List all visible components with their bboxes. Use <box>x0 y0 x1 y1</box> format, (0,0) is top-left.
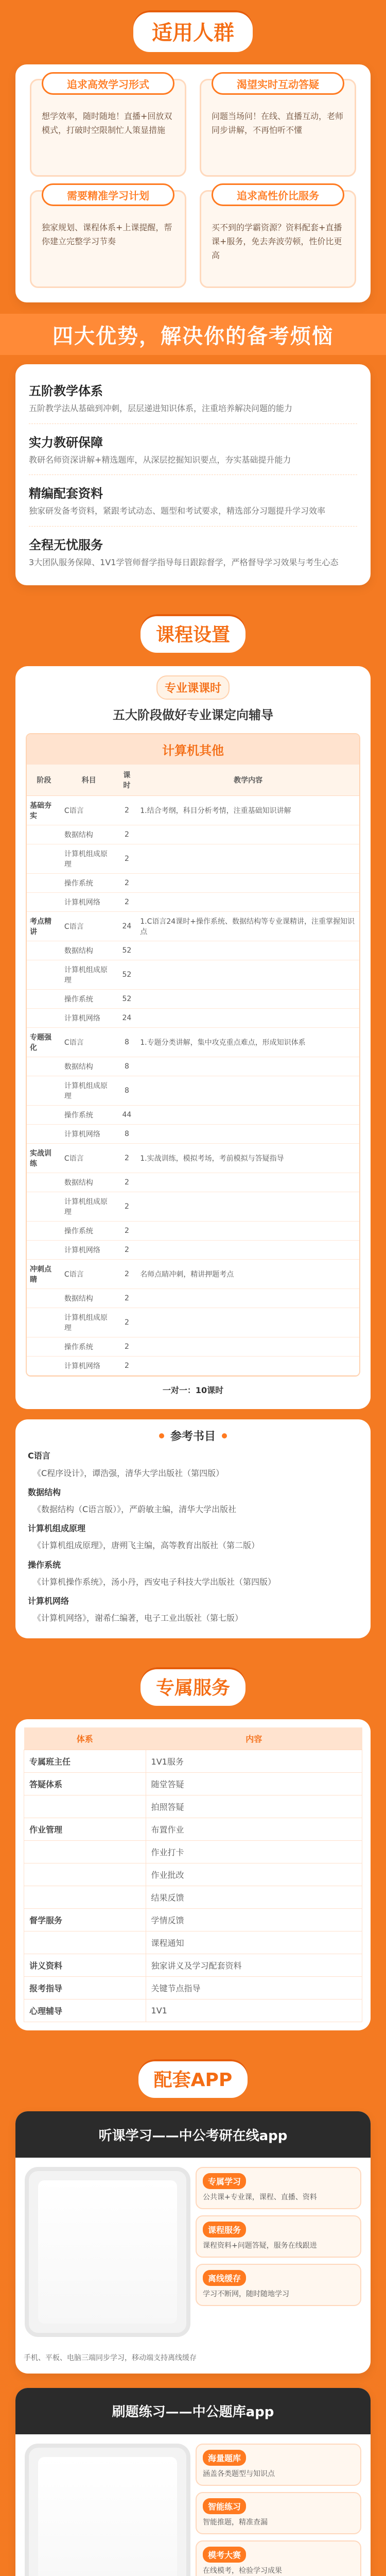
hours-cell: 2 <box>117 874 137 893</box>
service-right: 1V1 <box>146 1999 362 2022</box>
feature-1 <box>196 2215 361 2258</box>
hours-cell: 8 <box>117 1076 137 1106</box>
subject-cell: 计算机网络 <box>61 893 117 912</box>
content-cell <box>137 1241 359 1260</box>
subject-cell: C语言 <box>61 796 117 825</box>
advantage-title: 全程无忧服务 <box>29 537 103 552</box>
feature-text: 在线模考，检验学习成果 <box>203 2566 282 2575</box>
stage-cell <box>27 960 61 990</box>
content-cell <box>137 960 359 990</box>
content-cell <box>137 1289 359 1308</box>
advantage-text: 五阶教学法从基础到冲刺，层层递进知识体系，注重培养解决问题的能力 <box>29 403 293 413</box>
subject-cell: C语言 <box>61 912 117 941</box>
content-cell <box>137 825 359 844</box>
references-head <box>28 1428 358 1444</box>
hours-cell: 2 <box>117 1337 137 1357</box>
subject-cell: 计算机网络 <box>61 1241 117 1260</box>
course-row <box>27 874 359 893</box>
service-right: 作业批改 <box>146 1863 362 1886</box>
feature-text: 公共课+专业课，课程、直播、资料 <box>203 2193 317 2202</box>
advantage-item <box>29 475 357 527</box>
references-card <box>15 1419 371 1638</box>
course-setting-title: 课程设置 <box>141 614 245 653</box>
fit-desc: 独家规划、课程体系+上课提醒，帮你建立完整学习节奏 <box>42 223 172 247</box>
content-cell <box>137 941 359 960</box>
content-cell <box>137 1337 359 1357</box>
hours-cell: 24 <box>117 912 137 941</box>
subject-cell: 计算机组成原理 <box>61 960 117 990</box>
reference-group <box>28 1449 358 1480</box>
content-cell: 1.结合考纲，科目分析考情，注重基础知识讲解 <box>137 796 359 825</box>
stage-cell <box>27 1289 61 1308</box>
course-row <box>27 1222 359 1241</box>
subject-cell: C语言 <box>61 1260 117 1289</box>
reference-label: 计算机组成原理 <box>28 1523 86 1534</box>
service-row <box>24 1795 362 1818</box>
stage-cell: 基础夯实 <box>27 796 61 825</box>
apps-list <box>15 2111 371 2576</box>
course-row <box>27 990 359 1009</box>
svc-col-left: 体系 <box>24 1727 146 1750</box>
fit-desc: 问题当场问！在线、直播互动，老师同步讲解，不再怕听不懂 <box>212 111 344 135</box>
course-row <box>27 1357 359 1376</box>
service-left: 讲义资料 <box>24 1954 146 1977</box>
hours-cell: 2 <box>117 1144 137 1173</box>
subject-cell: 计算机组成原理 <box>61 844 117 874</box>
reference-item: 《计算机组成原理》，唐朔飞主编，高等教育出版社（第二版） <box>33 1540 260 1551</box>
service-row <box>24 1750 362 1773</box>
stage-cell: 专题强化 <box>27 1028 61 1057</box>
service-right: 布置作业 <box>146 1818 362 1841</box>
feature-2 <box>196 2264 361 2306</box>
service-left: 答疑体系 <box>24 1773 146 1795</box>
service-row <box>24 1909 362 1931</box>
stage-cell <box>27 990 61 1009</box>
service-row <box>24 1863 362 1886</box>
reference-item: 《计算机网络》，谢希仁编著，电子工业出版社（第七版） <box>33 1613 243 1623</box>
stage-cell <box>27 874 61 893</box>
app-body <box>15 2158 371 2346</box>
content-cell <box>137 990 359 1009</box>
advantage-title: 精编配套资料 <box>29 486 103 501</box>
advantage-text: 教研名师资深讲解+精选题库，从深层挖掘知识要点，夯实基础提升能力 <box>29 454 291 465</box>
feature-col <box>196 2167 361 2337</box>
stage-cell <box>27 941 61 960</box>
feature-2 <box>196 2540 361 2576</box>
stage-cell <box>27 1057 61 1076</box>
course-row <box>27 1308 359 1337</box>
service-left <box>24 1931 146 1954</box>
course-table <box>27 765 359 1376</box>
service-row <box>24 1886 362 1909</box>
course-row <box>27 960 359 990</box>
fit-item-1 <box>200 79 356 177</box>
app-body <box>15 2434 371 2576</box>
service-left: 督学服务 <box>24 1909 146 1931</box>
reference-group <box>28 1521 358 1552</box>
subject-cell: 数据结构 <box>61 1173 117 1192</box>
subject-cell: 操作系统 <box>61 990 117 1009</box>
stage-cell <box>27 1076 61 1106</box>
stage-cell <box>27 825 61 844</box>
content-cell: 1.实战训练，模拟考场，考前模拟与答疑指导 <box>137 1144 359 1173</box>
hours-cell: 8 <box>117 1028 137 1057</box>
course-row <box>27 796 359 825</box>
hours-cell: 2 <box>117 1357 137 1376</box>
col-subject: 科目 <box>61 765 117 796</box>
course-row <box>27 1289 359 1308</box>
course-row <box>27 1106 359 1125</box>
service-row <box>24 1931 362 1954</box>
course-setting-head <box>0 614 386 653</box>
fit-item-2 <box>30 190 186 288</box>
hours-cell: 2 <box>117 1260 137 1289</box>
course-card <box>15 666 371 1409</box>
content-cell <box>137 1173 359 1192</box>
service-left <box>24 1886 146 1909</box>
subject-cell: 数据结构 <box>61 825 117 844</box>
col-hours: 课时 <box>117 765 137 796</box>
stage-cell <box>27 1192 61 1222</box>
hours-cell: 8 <box>117 1057 137 1076</box>
service-right: 学情反馈 <box>146 1909 362 1931</box>
hours-cell: 8 <box>117 1125 137 1144</box>
course-row <box>27 1076 359 1106</box>
service-right: 随堂答疑 <box>146 1773 362 1795</box>
content-cell <box>137 1357 359 1376</box>
advantage-title: 五阶教学体系 <box>29 384 103 398</box>
content-cell <box>137 844 359 874</box>
feature-title: 课程服务 <box>203 2222 246 2238</box>
service-row <box>24 1977 362 1999</box>
phone-screen <box>38 2180 177 2324</box>
service-row <box>24 1999 362 2022</box>
advantages-banner: 四大优势，解决你的备考烦恼 <box>0 314 386 355</box>
course-row <box>27 825 359 844</box>
course-row <box>27 941 359 960</box>
feature-col <box>196 2444 361 2576</box>
col-stage: 阶段 <box>27 765 61 796</box>
subject-cell: 计算机网络 <box>61 1125 117 1144</box>
subject-cell: 计算机网络 <box>61 1009 117 1028</box>
fit-grid <box>15 64 371 302</box>
subject-cell: 计算机组成原理 <box>61 1308 117 1337</box>
feature-title: 智能练习 <box>203 2498 246 2514</box>
bullet-icon <box>222 1433 227 1438</box>
course-row <box>27 1009 359 1028</box>
course-tag: 专业课课时 <box>156 675 230 700</box>
stage-cell <box>27 1308 61 1337</box>
reference-group <box>28 1594 358 1625</box>
hours-cell: 24 <box>117 1009 137 1028</box>
hours-cell: 44 <box>117 1106 137 1125</box>
course-row <box>27 893 359 912</box>
reference-item: 《计算机操作系统》，汤小丹，西安电子科技大学出版社（第四版） <box>33 1577 276 1587</box>
service-right: 课程通知 <box>146 1931 362 1954</box>
service-left <box>24 1795 146 1818</box>
stage-cell <box>27 1337 61 1357</box>
content-cell <box>137 893 359 912</box>
services-table-body <box>24 1750 362 2022</box>
content-cell: 1.专题分类讲解，集中攻克重点难点，形成知识体系 <box>137 1028 359 1057</box>
advantage-item <box>29 372 357 424</box>
hours-cell: 2 <box>117 1289 137 1308</box>
hours-cell: 52 <box>117 990 137 1009</box>
feature-1 <box>196 2492 361 2534</box>
course-table-head <box>27 765 359 796</box>
stage-cell <box>27 893 61 912</box>
content-cell: 1.C语言24课时+操作系统、数据结构等专业课精讲，注重掌握知识点 <box>137 912 359 941</box>
service-row <box>24 1773 362 1795</box>
service-left: 报考指导 <box>24 1977 146 1999</box>
course-table-body <box>27 796 359 1376</box>
fit-desc: 想学效率，随时随地！直播+回放双模式，打破时空限制忙人策显措施 <box>42 111 172 135</box>
service-right: 作业打卡 <box>146 1841 362 1863</box>
stage-cell <box>27 1357 61 1376</box>
fit-item-0 <box>30 79 186 177</box>
hours-cell: 2 <box>117 796 137 825</box>
stage-cell <box>27 1222 61 1241</box>
page-title: 适用人群 <box>133 10 253 52</box>
feature-title: 离线缓存 <box>203 2270 246 2286</box>
fit-desc: 买不到的学霸资源？资料配套+直播课+服务，免去奔波劳顿，性价比更高 <box>212 223 342 261</box>
content-cell <box>137 1192 359 1222</box>
apps-head <box>0 2059 386 2098</box>
hours-cell: 2 <box>117 893 137 912</box>
services-header-row <box>24 1727 362 1750</box>
content-cell <box>137 1308 359 1337</box>
course-row <box>27 1192 359 1222</box>
advantage-text: 独家研发备考资料，紧跟考试动态、题型和考试要求，精选部分习题提升学习效率 <box>29 506 326 516</box>
app-phone-mock <box>25 2444 190 2576</box>
course-table-wrap <box>26 733 360 1377</box>
fit-card <box>15 64 371 302</box>
subject-cell: 数据结构 <box>61 1289 117 1308</box>
course-row <box>27 1125 359 1144</box>
course-row <box>27 1144 359 1173</box>
service-right: 关键节点指导 <box>146 1977 362 1999</box>
hours-cell: 2 <box>117 844 137 874</box>
reference-group <box>28 1485 358 1516</box>
feature-title: 模考大赛 <box>203 2547 246 2563</box>
fit-item-3 <box>200 190 356 288</box>
feature-title: 专属学习 <box>203 2173 246 2189</box>
app-footer: 手机、平板、电脑三端同步学习，移动端支持离线缓存 <box>24 2354 197 2363</box>
subject-cell: 计算机组成原理 <box>61 1192 117 1222</box>
course-table-header-row <box>27 765 359 796</box>
stage-cell <box>27 1125 61 1144</box>
subject-cell: 操作系统 <box>61 874 117 893</box>
service-right: 结果反馈 <box>146 1886 362 1909</box>
stage-cell: 实战训练 <box>27 1144 61 1173</box>
course-row <box>27 1173 359 1192</box>
subject-cell: 数据结构 <box>61 1057 117 1076</box>
feature-text: 涵盖各类题型与知识点 <box>203 2469 275 2478</box>
course-row <box>27 1241 359 1260</box>
apps-title: 配套APP <box>138 2059 248 2098</box>
course-row <box>27 1028 359 1057</box>
content-cell <box>137 1106 359 1125</box>
service-row <box>24 1818 362 1841</box>
subject-cell: C语言 <box>61 1028 117 1057</box>
service-right: 独家讲义及学习配套资料 <box>146 1954 362 1977</box>
fit-badge: 渴望实时互动答疑 <box>212 72 344 95</box>
services-card <box>15 1719 371 2030</box>
service-left: 心理辅导 <box>24 1999 146 2022</box>
col-content: 教学内容 <box>137 765 359 796</box>
reference-item: 《数据结构（C语言版）》，严蔚敏主编，清华大学出版社 <box>33 1504 237 1514</box>
hours-cell: 52 <box>117 960 137 990</box>
course-summary: 一对一：10课时 <box>162 1385 224 1396</box>
subject-cell: C语言 <box>61 1144 117 1173</box>
references-title: 参考书目 <box>170 1430 216 1444</box>
app-card-1 <box>15 2388 371 2576</box>
service-left <box>24 1841 146 1863</box>
app-header: 刷题练习——中公题库app <box>15 2388 371 2434</box>
service-left: 专属班主任 <box>24 1750 146 1773</box>
service-row <box>24 1841 362 1863</box>
services-title: 专属服务 <box>141 1667 245 1706</box>
service-left: 作业管理 <box>24 1818 146 1841</box>
advantage-title: 实力教研保障 <box>29 435 103 450</box>
bullet-icon <box>159 1433 164 1438</box>
app-card-0 <box>15 2111 371 2373</box>
advantage-item <box>29 527 357 578</box>
subject-cell: 数据结构 <box>61 941 117 960</box>
course-intro <box>26 675 360 723</box>
fit-badge: 需要精准学习计划 <box>42 183 174 206</box>
reference-label: 数据结构 <box>28 1487 61 1497</box>
course-row <box>27 1057 359 1076</box>
advantage-item <box>29 424 357 476</box>
hours-cell: 2 <box>117 1222 137 1241</box>
hours-cell: 2 <box>117 825 137 844</box>
stage-cell <box>27 1241 61 1260</box>
feature-text: 学习不断网，随时随地学习 <box>203 2290 289 2299</box>
services-table <box>24 1727 362 2022</box>
content-cell <box>137 1125 359 1144</box>
hours-cell: 52 <box>117 941 137 960</box>
phone-screen <box>38 2457 177 2576</box>
course-row <box>27 1260 359 1289</box>
feature-text: 智能推题，精准查漏 <box>203 2518 268 2527</box>
fit-badge: 追求高性价比服务 <box>212 183 344 206</box>
content-cell <box>137 1057 359 1076</box>
stage-cell <box>27 1106 61 1125</box>
subject-cell: 计算机网络 <box>61 1357 117 1376</box>
service-right: 1V1服务 <box>146 1750 362 1773</box>
stage-cell: 冲刺点睛 <box>27 1260 61 1289</box>
subject-cell: 操作系统 <box>61 1106 117 1125</box>
reference-item: 《C程序设计》，谭浩强，清华大学出版社（第四版） <box>33 1468 224 1478</box>
services-table-head <box>24 1727 362 1750</box>
reference-label: 计算机网络 <box>28 1596 69 1606</box>
content-cell <box>137 1009 359 1028</box>
feature-0 <box>196 2167 361 2209</box>
feature-title: 海量题库 <box>203 2450 246 2466</box>
services-head <box>0 1667 386 1706</box>
service-left <box>24 1863 146 1886</box>
hours-cell: 2 <box>117 1173 137 1192</box>
top-title-wrap <box>0 0 386 52</box>
stage-cell <box>27 1009 61 1028</box>
feature-0 <box>196 2444 361 2486</box>
subject-cell: 计算机组成原理 <box>61 1076 117 1106</box>
app-phone-mock <box>25 2167 190 2337</box>
advantage-text: 3大团队服务保障、1V1学管师督学指导每日跟踪督学，严格督导学习效果与考生心态 <box>29 557 339 567</box>
content-cell <box>137 1076 359 1106</box>
content-cell <box>137 874 359 893</box>
hours-cell: 2 <box>117 1192 137 1222</box>
course-row <box>27 912 359 941</box>
reference-label: C语言 <box>28 1451 50 1461</box>
content-cell: 名师点睛冲刺，精讲押题考点 <box>137 1260 359 1289</box>
references-list <box>28 1449 358 1625</box>
course-row <box>27 844 359 874</box>
svc-col-right: 内容 <box>146 1727 362 1750</box>
reference-group <box>28 1558 358 1589</box>
fit-badge: 追求高效学习形式 <box>42 72 174 95</box>
subject-cell: 操作系统 <box>61 1222 117 1241</box>
reference-label: 操作系统 <box>28 1560 61 1570</box>
content-cell <box>137 1222 359 1241</box>
hours-cell: 2 <box>117 1308 137 1337</box>
stage-cell <box>27 1173 61 1192</box>
app-header: 听课学习——中公考研在线app <box>15 2111 371 2158</box>
stage-cell: 考点精讲 <box>27 912 61 941</box>
stage-cell <box>27 844 61 874</box>
course-table-title: 计算机其他 <box>27 734 359 765</box>
service-right: 拍照答疑 <box>146 1795 362 1818</box>
subject-cell: 操作系统 <box>61 1337 117 1357</box>
feature-text: 课程资料+问题答疑，服务在线跟进 <box>203 2242 317 2250</box>
advantages-card <box>15 364 371 585</box>
service-row <box>24 1954 362 1977</box>
hours-cell: 2 <box>117 1241 137 1260</box>
course-subtitle: 五大阶段做好专业课定向辅导 <box>113 708 273 723</box>
course-row <box>27 1337 359 1357</box>
